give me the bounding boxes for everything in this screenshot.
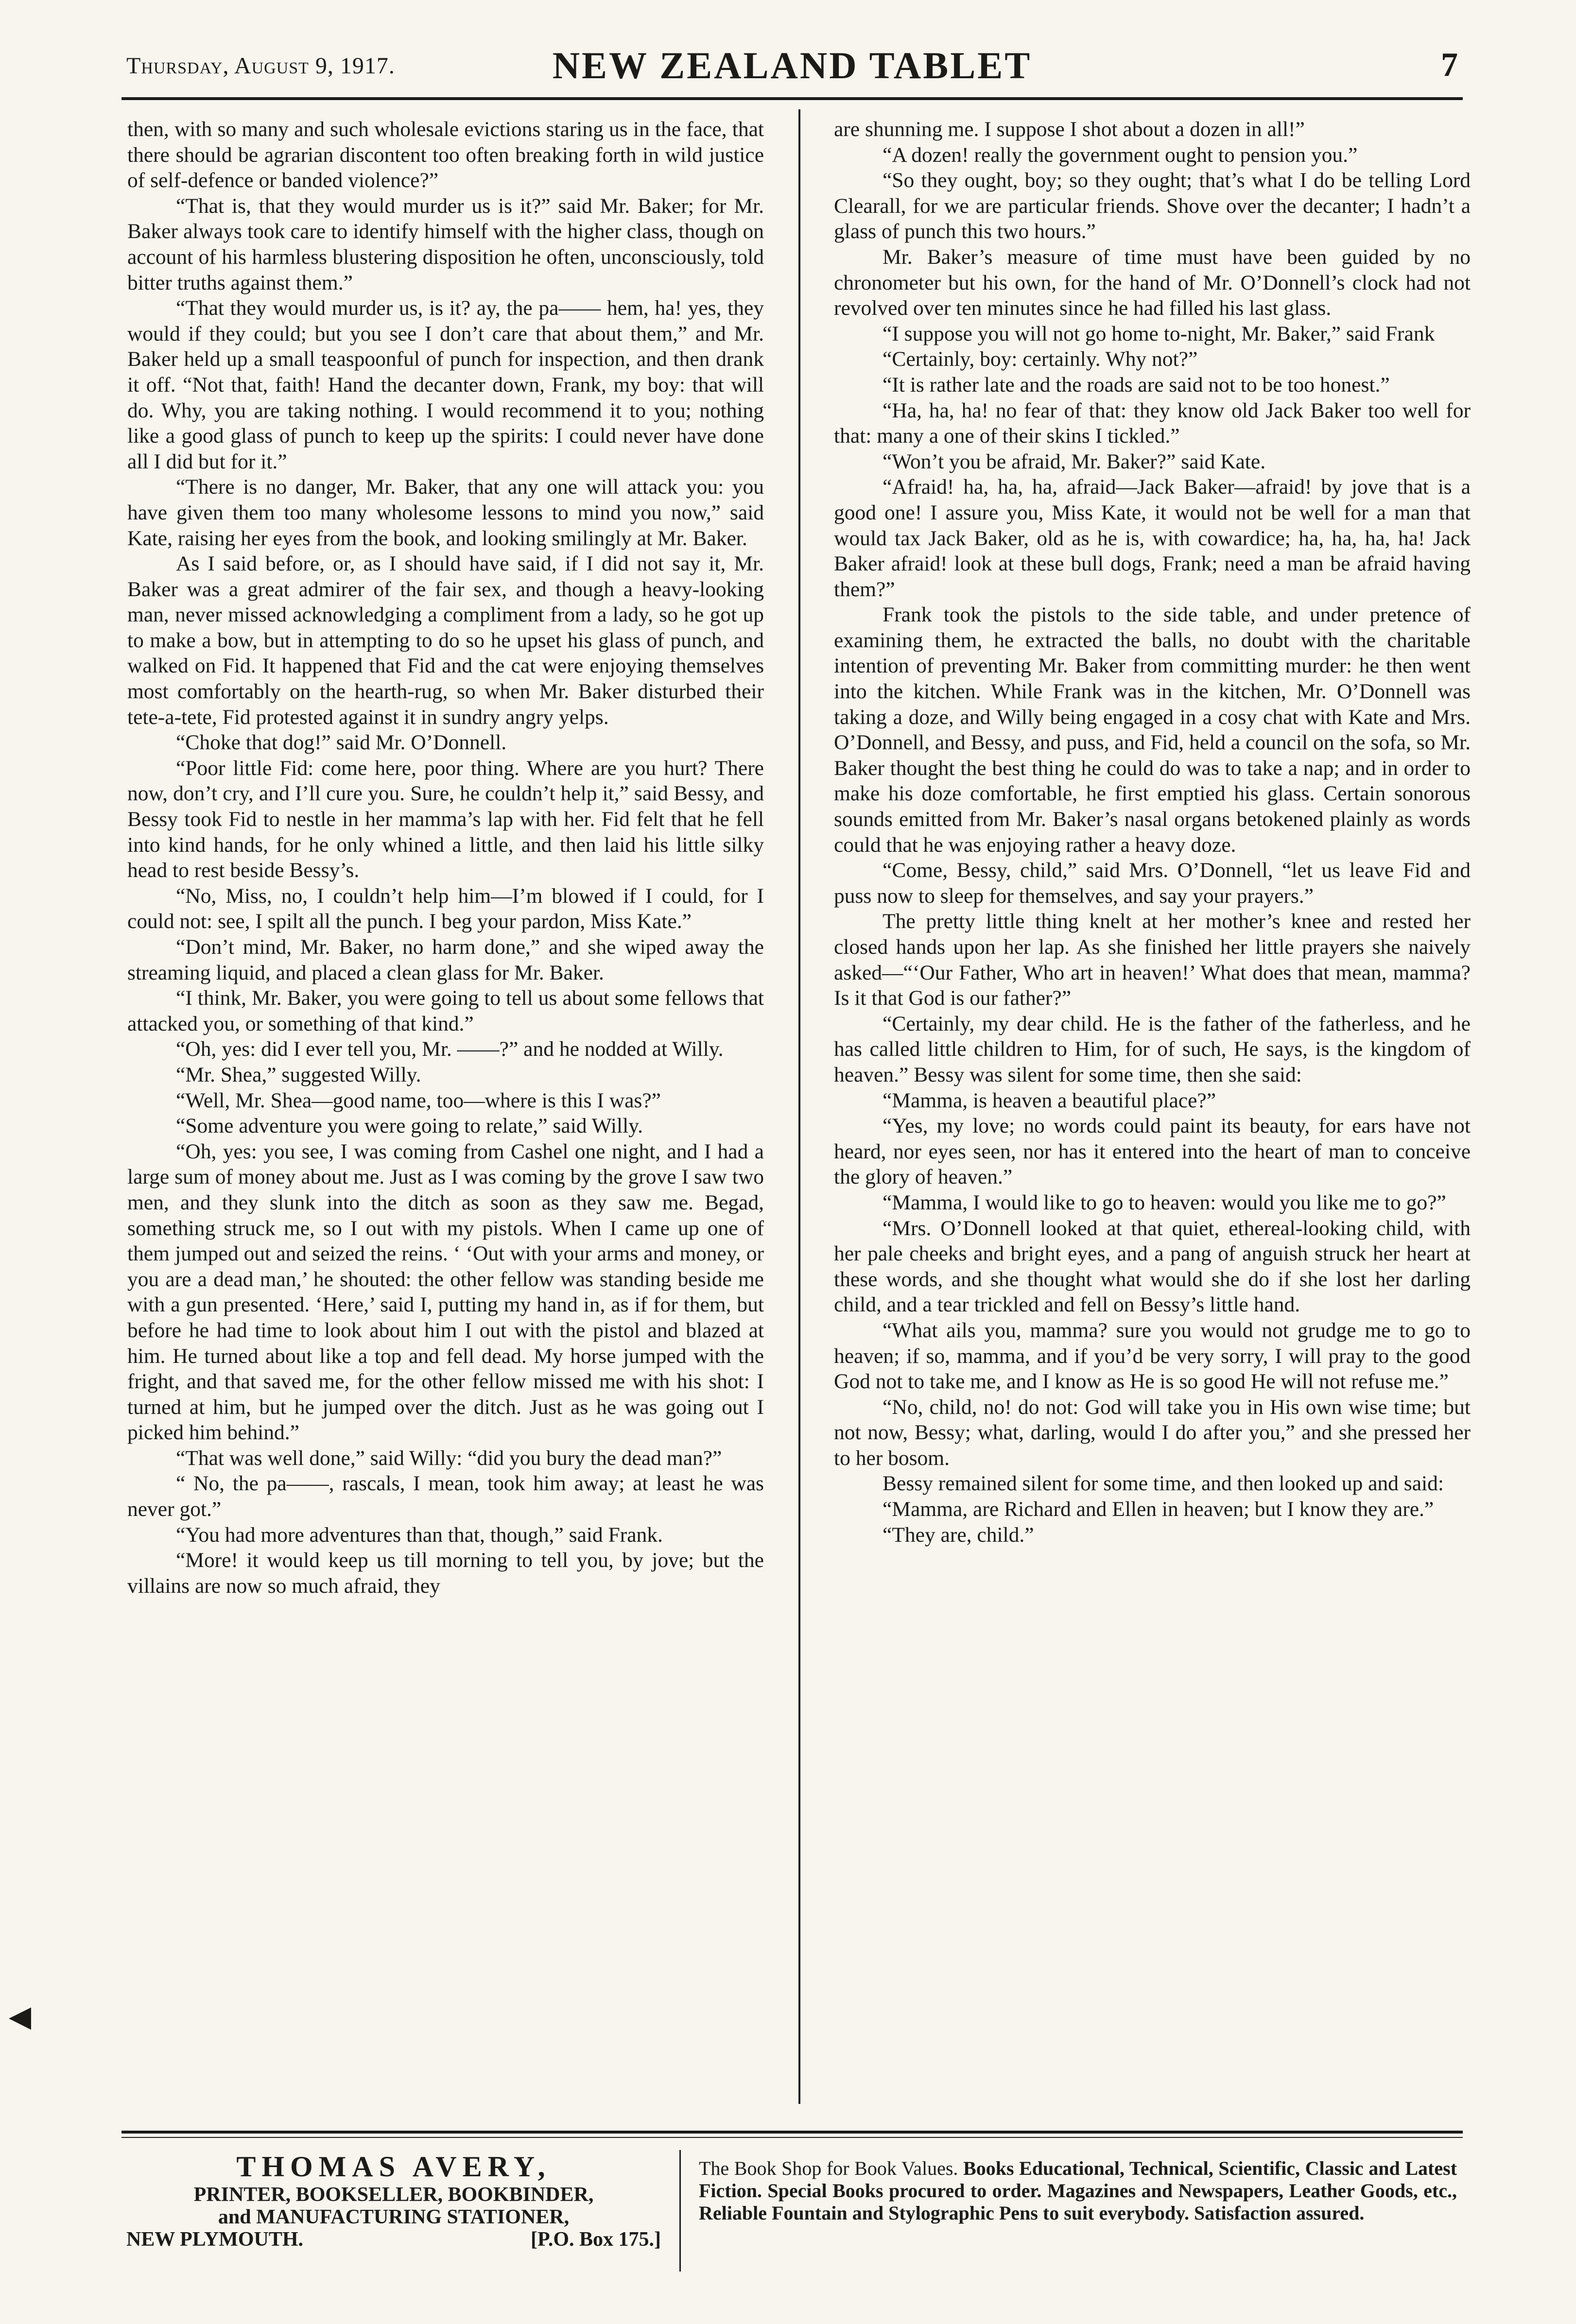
article-paragraph: “More! it would keep us till morning to tell you, by jove; but the villains are now so much afraid, they <box>127 1549 764 1598</box>
book-shop-body: Books Educational, Technical, Scientific, Classic and Latest Fiction. Special Books procured to order. Magazines and Newspapers, Leather Goods, etc., Reliable Fountain and Stylographic Pens to suit everybody. Satisfaction assured. <box>699 2157 1457 2224</box>
article-paragraph: “Yes, my love; no words could paint its beauty, for ears have not heard, nor eyes seen, nor has it entered into the heart of man to conceive the glory of heaven.” <box>834 1114 1471 1189</box>
right-column <box>834 117 1471 1548</box>
article-paragraph: “I suppose you will not go home to-night, Mr. Baker,” said Frank <box>883 322 1435 345</box>
article-paragraph: “I think, Mr. Baker, you were going to tell us about some fellows that attacked you, or something of that kind.” <box>127 986 764 1035</box>
article-paragraph: “It is rather late and the roads are said not to be too honest.” <box>883 373 1390 396</box>
advert-separator <box>679 2150 681 2272</box>
advertiser-trades: PRINTER, BOOKSELLER, BOOKBINDER, <box>193 2184 594 2206</box>
article-paragraph: “Mamma, are Richard and Ellen in heaven; but I know they are.” <box>883 1498 1434 1521</box>
advertiser-po-box: [P.O. Box 175.] <box>531 2228 661 2251</box>
page-number: 7 <box>1441 46 1458 84</box>
article-paragraph: “Mamma, is heaven a beautiful place?” <box>883 1088 1216 1112</box>
article-paragraph: “Certainly, my dear child. He is the father of the fatherless, and he has called little children to Him, for of such, He says, is the kingdom of heaven.” Bessy was silent for some time, then she said: <box>834 1012 1471 1086</box>
article-paragraph: “Ha, ha, ha! no fear of that: they know old Jack Baker too well for that: many a one of their skins I tickled.” <box>834 398 1471 448</box>
advertiser-stationer: and MANUFACTURING STATIONER, <box>218 2206 570 2228</box>
article-paragraph: “Don’t mind, Mr. Baker, no harm done,” and she wiped away the streaming liquid, and placed a clean glass for Mr. Baker. <box>127 935 764 984</box>
article-paragraph: “That was well done,” said Willy: “did you bury the dead man?” <box>176 1446 722 1470</box>
article-paragraph: “Won’t you be afraid, Mr. Baker?” said Kate. <box>883 449 1266 473</box>
article-paragraph: “A dozen! really the government ought to pension you.” <box>883 143 1358 167</box>
article-paragraph: “Well, Mr. Shea—good name, too—where is this I was?” <box>176 1088 661 1112</box>
book-shop-lead: The Book Shop for Book Values. <box>699 2157 958 2179</box>
article-paragraph: The pretty little thing knelt at her mother’s knee and rested her closed hands upon her lap. As she finished her little prayers she naively asked—“‘Our Father, Who art in heaven!’ What does that mean, mamma? Is it that God is our father?” <box>834 910 1471 1010</box>
advertisement-book-shop <box>699 2157 1457 2224</box>
article-paragraph: “Poor little Fid: come here, poor thing. Where are you hurt? There now, don’t cry, and I’ll cure you. Sure, he couldn’t help it,” said Bessy, and Bessy took Fid to nestle in her mamma’s lap with her. Fid felt that he fell into kind hands, for he only whined a little, and then laid his little silky head to rest beside Bessy’s. <box>127 756 764 882</box>
article-paragraph: “Come, Bessy, child,” said Mrs. O’Donnell, “let us leave Fid and puss now to sleep for themselves, and say your prayers.” <box>834 859 1471 908</box>
article-paragraph: “Certainly, boy: certainly. Why not?” <box>883 347 1198 371</box>
article-paragraph: “That they would murder us, is it? ay, the pa—— hem, ha! yes, they would if they could; but you see I don’t care that about them,” and Mr. Baker held up a small teaspoonful of punch for inspection, and then drank it off. “Not that, faith! Hand the decanter down, Frank, my boy: that will do. Why, you are taking nothing. I would recommend it to you; nothing like a good glass of punch to keep up the spirits: I could never have done all I did but for it.” <box>127 296 764 473</box>
advertiser-name: THOMAS AVERY, <box>236 2151 551 2183</box>
article-paragraph: “What ails you, mamma? sure you would not grudge me to go to heaven; if so, mamma, and if you’d be very sorry, I will pray to the good God not to take me, and I know as He is so good He will not refuse me.” <box>834 1318 1471 1394</box>
advertisement-avery <box>126 2150 661 2251</box>
article-paragraph: Bessy remained silent for some time, and then looked up and said: <box>883 1472 1444 1496</box>
article-paragraph: “Mrs. O’Donnell looked at that quiet, ethereal-looking child, with her pale cheeks and bright eyes, and a pang of anguish struck her heart at these words, and she thought what would she do if she lost her darling child, and a tear trickled and fell on Bessy’s little hand. <box>834 1216 1471 1317</box>
article-paragraph: “So they ought, boy; so they ought; that’s what I do be telling Lord Clearall, for we are particular friends. Shove over the decanter; I hadn’t a glass of punch this two hours.” <box>834 169 1471 243</box>
advertiser-address <box>126 2228 661 2251</box>
article-paragraph: “Oh, yes: you see, I was coming from Cashel one night, and I had a large sum of money about me. Just as I was coming by the grove I saw two men, and they slunk into the ditch as soon as they saw me. Begad, something struck me, so I out with my pistols. When I came up one of them jumped out and seized the reins. ‘ ‘Out with your arms and money, or you are a dead man,’ he shouted: the other fellow was standing beside me with a gun presented. ‘Here,’ said I, putting my hand in, as if for them, but before he had time to look about him I out with the pistol and blazed at him. He turned about like a top and fell dead. My horse jumped with the fright, and that saved me, for the other fellow missed me with his shot: I turned at him, but he jumped over the ditch. Just as he was going out I picked him behind.” <box>127 1139 764 1445</box>
article-paragraph: “ No, the pa——, rascals, I mean, took him away; at least he was never got.” <box>127 1472 764 1521</box>
article-paragraph: “Afraid! ha, ha, ha, afraid—Jack Baker—afraid! by jove that is a good one! I assure you, Miss Kate, it would not be well for a man that would tax Jack Baker, old as he is, with cowardice; ha, ha, ha, ha! Jack Baker afraid! look at these bull dogs, Frank; need a man be afraid having them?” <box>834 475 1471 601</box>
masthead-title: NEW ZEALAND TABLET <box>552 44 1032 86</box>
header-rule <box>121 97 1463 100</box>
article-paragraph: Frank took the pistols to the side table, and under pretence of examining them, he extracted the balls, no doubt with the charitable intention of preventing Mr. Baker from committing murder: he then went into the kitchen. While Frank was in the kitchen, Mr. O’Donnell was taking a doze, and Willy being engaged in a cosy chat with Kate and Mrs. O’Donnell, and Bessy, and puss, and Fid, held a council on the sofa, so Mr. Baker thought the best thing he could do was to take a nap; and in order to make his doze comfortable, he first emptied his glass. Certain sonorous sounds emitted from Mr. Baker’s nasal organs betokened plainly as words could that he was enjoying rather a heavy doze. <box>834 603 1471 857</box>
article-paragraph: “They are, child.” <box>883 1523 1034 1547</box>
article-paragraph: “Choke that dog!” said Mr. O’Donnell. <box>176 731 507 755</box>
article-paragraph: Mr. Baker’s measure of time must have been guided by no chronometer but his own, for the hand of Mr. O’Donnell’s clock had not revolved over ten minutes since he had filled his last glass. <box>834 245 1471 320</box>
article-paragraph: As I said before, or, as I should have said, if I did not say it, Mr. Baker was a great admirer of the fair sex, and though a heavy-looking man, never missed acknowledging a compliment from a lady, so he got up to make a bow, but in attempting to do so he upset his glass of punch, and walked on Fid. It happened that Fid and the cat were enjoying themselves most comfortably on the hearth-rug, so when Mr. Baker disturbed their tete-a-tete, Fid protested against it in sundry angry yelps. <box>127 552 764 729</box>
footer-rule <box>121 2131 1463 2134</box>
article-paragraph: “Mr. Shea,” suggested Willy. <box>176 1063 421 1086</box>
article-paragraph: then, with so many and such wholesale evictions staring us in the face, that there should be agrarian discontent too often breaking forth in wild justice of self-defence or banded violence?” <box>127 118 764 192</box>
page-header <box>126 44 1458 97</box>
footer-rule-thin <box>121 2137 1463 2138</box>
article-paragraph: are shunning me. I suppose I shot about a dozen in all!” <box>834 118 1305 141</box>
article-paragraph: “You had more adventures than that, though,” said Frank. <box>176 1523 663 1547</box>
left-column <box>127 117 764 1599</box>
article-paragraph: “Some adventure you were going to relate,” said Willy. <box>176 1114 643 1138</box>
column-divider <box>798 109 800 2104</box>
article-paragraph: “There is no danger, Mr. Baker, that any one will attack you: you have given them too many wholesome lessons to mind you now,” said Kate, raising her eyes from the book, and looking smilingly at Mr. Baker. <box>127 475 764 550</box>
article-paragraph: “Mamma, I would like to go to heaven: would you like me to go?” <box>883 1190 1446 1214</box>
margin-arrow-mark: ◀ <box>9 2000 32 2032</box>
issue-date: Thursday, August 9, 1917. <box>126 53 395 79</box>
advertiser-town: NEW PLYMOUTH. <box>126 2228 304 2251</box>
article-paragraph: “No, child, no! do not: God will take you in His own wise time; but not now, Bessy; what, darling, would I do after you,” and she pressed her to her bosom. <box>834 1395 1471 1470</box>
article-paragraph: “Oh, yes: did I ever tell you, Mr. ——?” and he nodded at Willy. <box>176 1037 724 1061</box>
article-paragraph: “No, Miss, no, I couldn’t help him—I’m blowed if I could, for I could not: see, I spilt all the punch. I beg your pardon, Miss Kate.” <box>127 884 764 933</box>
article-paragraph: “That is, that they would murder us is it?” said Mr. Baker; for Mr. Baker always took care to identify himself with the higher class, though on account of his harmless blustering disposition he often, unconsciously, told bitter truths against them.” <box>127 194 764 294</box>
